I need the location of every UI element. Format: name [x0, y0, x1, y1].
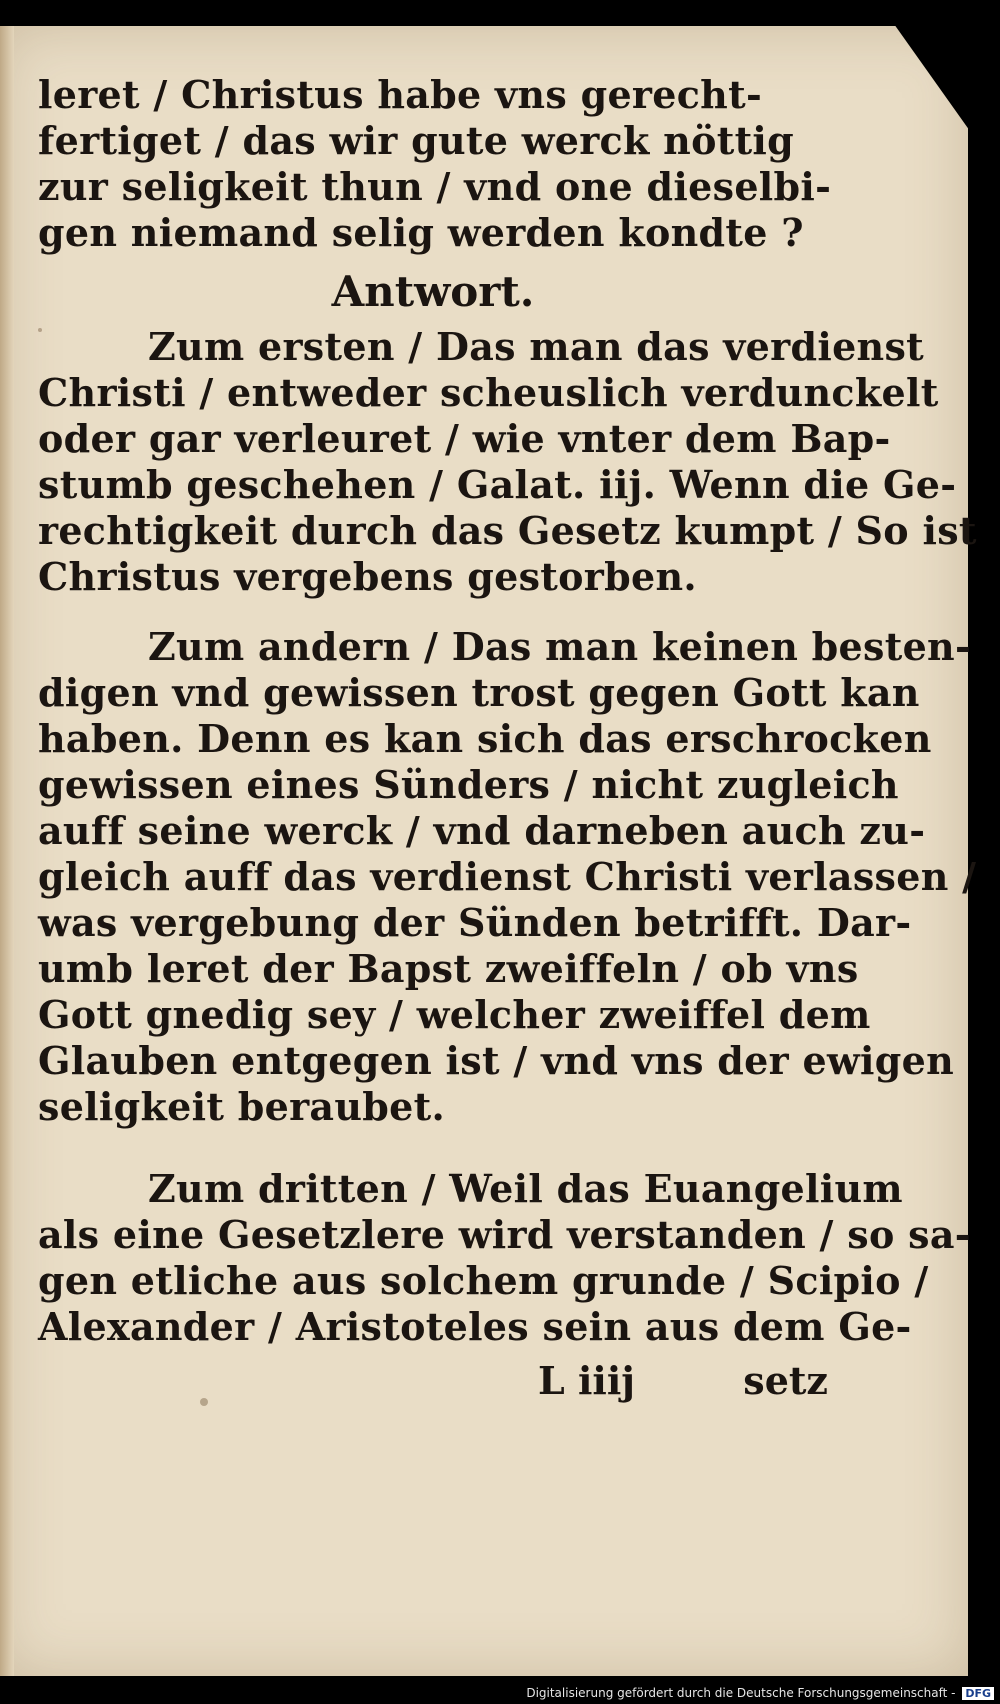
dfg-logo: DFG [962, 1687, 994, 1700]
text-line: Zum ersten / Das man das verdienst [148, 324, 925, 369]
text-line: Zum andern / Das man keinen besten- [148, 624, 972, 669]
page-text [38, 72, 977, 1350]
text-line: gen niemand selig werden kondte ? [38, 210, 804, 255]
text-line: auff seine werck / vnd darneben auch zu- [38, 808, 926, 853]
page-gutter-edge [0, 26, 14, 1676]
text-line: Christi / entweder scheuslich verdunckelt [38, 370, 939, 415]
text-line: was vergebung der Sünden betrifft. Dar- [38, 900, 912, 945]
text-line: Christus vergebens gestorben. [38, 554, 697, 599]
catchword: setz [743, 1358, 828, 1403]
text-line: als eine Gesetzlere wird verstanden / so sa- [38, 1212, 971, 1257]
credit-text: Digitalisierung gefördert durch die Deutsche Forschungsgemeinschaft - [526, 1686, 956, 1700]
text-line: rechtigkeit durch das Gesetz kumpt / So ist [38, 508, 977, 553]
text-line: digen vnd gewissen trost gegen Gott kan [38, 670, 920, 715]
text-line: Gott gnedig sey / welcher zweiffel dem [38, 992, 871, 1037]
text-line: fertiget / das wir gute werck nöttig [38, 118, 795, 163]
paragraph-gap [38, 600, 828, 624]
page-footer [38, 1358, 828, 1404]
text-line: Alexander / Aristoteles sein aus dem Ge- [38, 1304, 912, 1349]
text-line: gen etliche aus solchem grunde / Scipio / [38, 1258, 929, 1303]
text-line: Glauben entgegen ist / vnd vns der ewigen [38, 1038, 955, 1083]
text-line: umb leret der Bapst zweiffeln / ob vns [38, 946, 859, 991]
text-line: oder gar verleuret / wie vnter dem Bap- [38, 416, 891, 461]
text-line: leret / Christus habe vns gerecht- [38, 72, 763, 117]
digitization-credit [526, 1686, 994, 1700]
text-line: gleich auff das verdienst Christi verlassen / [38, 854, 977, 899]
text-line: stumb geschehen / Galat. iij. Wenn die Ge- [38, 462, 957, 507]
text-line: seligkeit beraubet. [38, 1084, 445, 1129]
text-line: zur seligkeit thun / vnd one dieselbi- [38, 164, 832, 209]
section-heading: Antwort. [331, 267, 535, 316]
text-line: haben. Denn es kan sich das erschrocken [38, 716, 932, 761]
signature-mark: L iiij [538, 1358, 636, 1403]
text-line: gewissen eines Sünders / nicht zugleich [38, 762, 899, 807]
paragraph-gap [38, 1130, 828, 1166]
text-line: Zum dritten / Weil das Euangelium [148, 1166, 903, 1211]
